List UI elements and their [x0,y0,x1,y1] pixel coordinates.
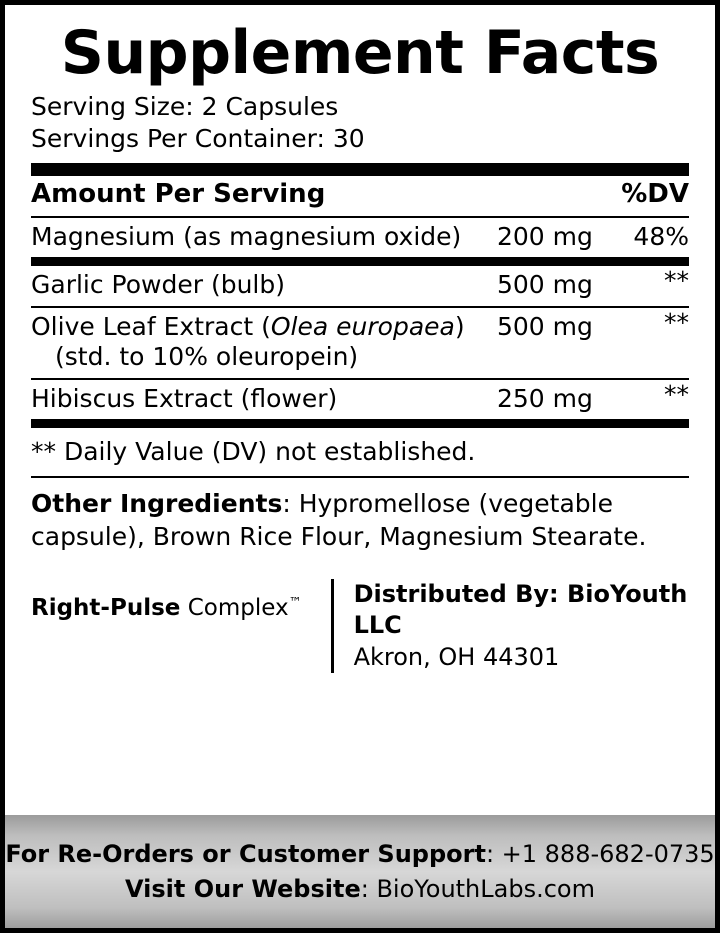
table-row [31,266,689,306]
label-content [5,5,715,673]
vertical-divider [331,579,334,673]
footer-website-url: : BioYouthLabs.com [360,874,595,903]
nutrient-name: Magnesium (as magnesium oxide) [31,221,462,251]
ingredient-name-part2: ) [454,311,465,341]
ingredient-latin-name: Olea europaea [270,311,455,341]
distributor-line [354,579,689,641]
nutrient-amount: 200 mg [497,221,593,251]
footer-website-label: Visit Our Website [125,874,361,903]
ingredient-amount: 250 mg [497,383,593,413]
distributor-address: Akron, OH 44301 [353,642,560,671]
other-ingredients [31,478,689,553]
divider-thick-top [31,163,689,176]
percent-dv-label: %DV [621,179,689,209]
distributor-company: BioYouth LLC [353,580,688,640]
ingredient-dv: ** [664,266,689,296]
table-row [31,380,689,420]
ingredient-name: Garlic Powder (bulb) [31,270,285,300]
trademark-icon: ™ [288,595,302,611]
ingredient-dv: ** [664,307,689,337]
daily-value-footnote: ** Daily Value (DV) not established. [31,437,476,467]
ingredient-amount: 500 mg [497,311,593,341]
footer-support-line [5,837,714,872]
complex-name [31,579,331,621]
brand-distributor-row [31,553,689,673]
footer-support-phone: : +1 888-682-0735 [485,839,715,868]
page-title: Supplement Facts [60,18,660,88]
footer-bar [5,815,715,928]
complex-name-bold: Right-Pulse [31,595,181,622]
footer-support-label: For Re-Orders or Customer Support [5,839,486,868]
divider-medium [31,257,689,266]
ingredient-amount: 500 mg [497,270,593,300]
ingredient-name [31,312,497,373]
table-header-row [31,176,689,216]
ingredient-name-part1: Olive Leaf Extract ( [31,311,271,341]
ingredient-name: Hibiscus Extract (flower) [31,383,338,413]
serving-size: Serving Size: 2 Capsules [31,92,339,121]
footer-website-line [125,872,595,907]
other-ingredients-heading: Other Ingredients [31,489,283,519]
ingredient-standardization: (std. to 10% oleuropein) [55,342,359,372]
complex-name-regular: Complex [180,595,289,622]
nutrient-dv: 48% [633,221,689,251]
distributor-info [354,579,689,673]
table-row [31,218,689,258]
serving-info [31,91,689,155]
distributed-by-label: Distributed By [353,580,550,609]
amount-per-serving-label: Amount Per Serving [31,179,326,209]
ingredient-dv: ** [664,379,689,409]
table-row [31,308,689,378]
divider-medium-bottom [31,419,689,428]
distributed-by-colon: : [549,580,559,609]
servings-per-container: Servings Per Container: 30 [31,124,365,153]
other-ingredients-text: Hypromellose (vegetable capsule), Brown Rice Flour, Magnesium Stearate. [31,489,647,551]
other-ingredients-colon: : [282,489,291,519]
